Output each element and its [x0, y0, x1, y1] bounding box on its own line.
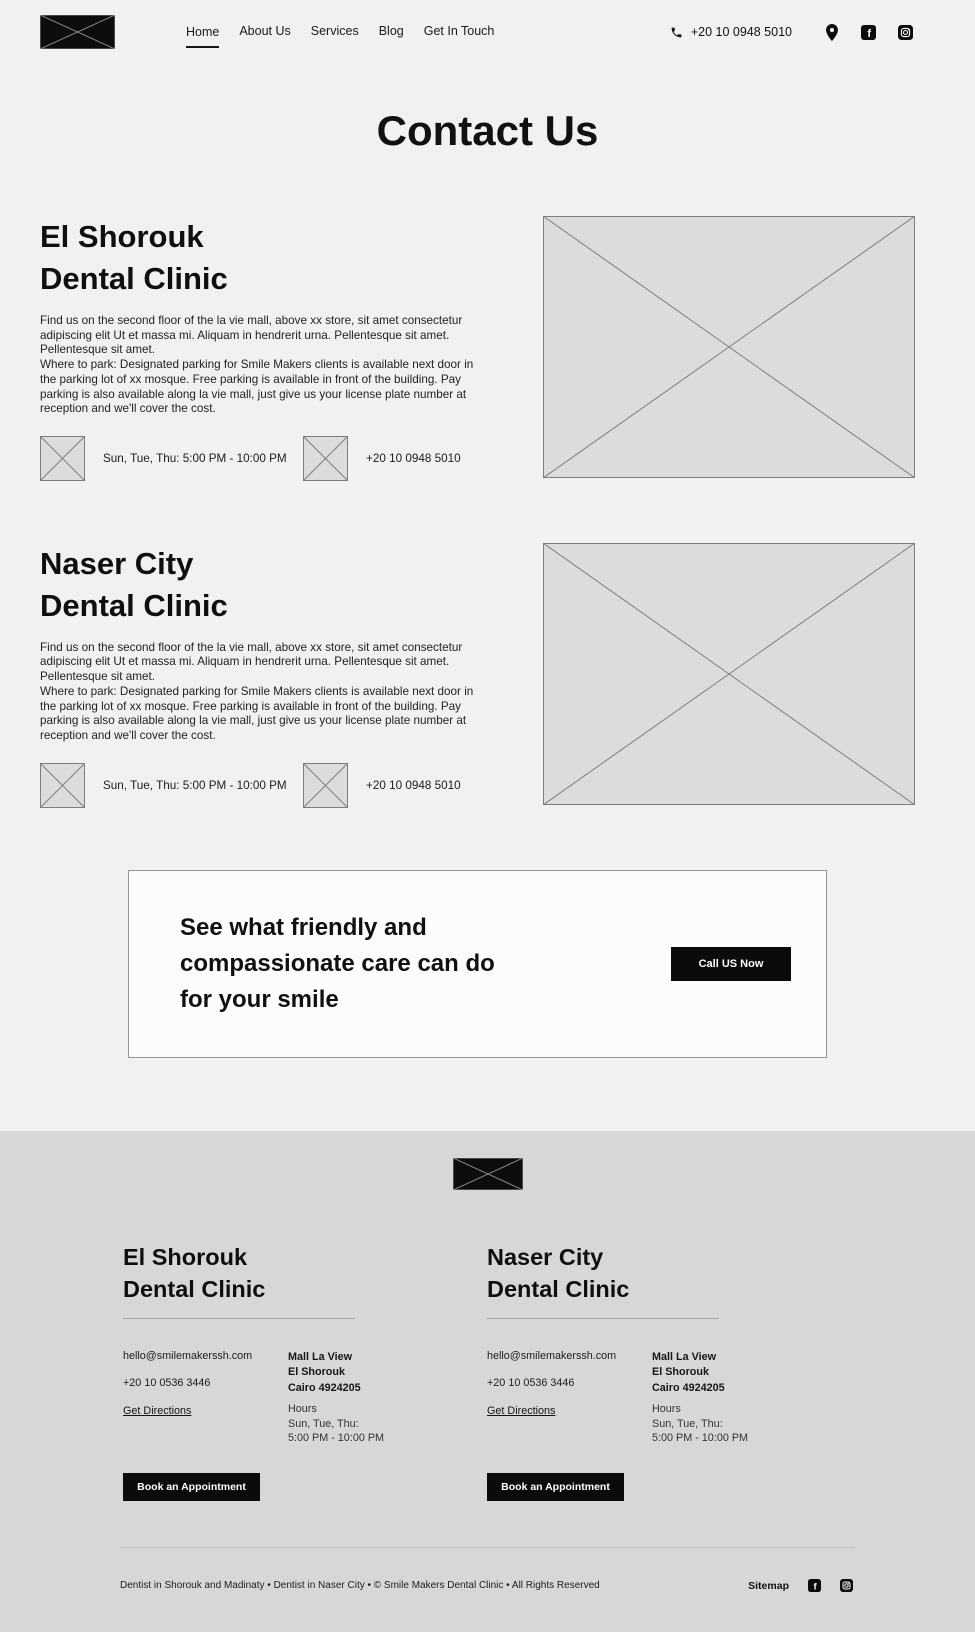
nav-get-in-touch[interactable]: Get In Touch [423, 24, 495, 38]
header-contact-group [670, 24, 913, 41]
get-directions-link[interactable]: Get Directions [487, 1405, 556, 1418]
svg-text:f: f [867, 27, 872, 40]
clinic-info-row [40, 436, 492, 481]
clinic-info-row [40, 763, 492, 808]
footer-column-el-shorouk [123, 1242, 487, 1501]
footer-hours-block [652, 1402, 748, 1447]
hours-label: Hours [652, 1402, 681, 1415]
clinic-heading-line1: Naser City [40, 546, 194, 582]
nav-about-us[interactable]: About Us [239, 24, 291, 38]
location-pin-icon[interactable] [825, 24, 839, 41]
clinic-section-naser-city [0, 543, 975, 808]
clinic-photo-placeholder [543, 543, 915, 805]
clinic-heading-line2: Dental Clinic [40, 587, 228, 623]
nav-blog[interactable]: Blog [378, 24, 404, 38]
footer-clinic-heading [487, 1242, 851, 1305]
cta-heading-line3: for your smile [180, 985, 339, 1013]
hours-line: 5:00 PM - 10:00 PM [288, 1432, 385, 1445]
hours-text: Sun, Tue, Thu: 5:00 PM - 10:00 PM [103, 452, 287, 466]
address-line: Mall La View [652, 1351, 717, 1364]
footer-heading-line1: El Shorouk [123, 1243, 248, 1270]
hours-line: Sun, Tue, Thu: [288, 1417, 359, 1430]
footer-bottom-bar [0, 1579, 975, 1592]
instagram-icon[interactable] [898, 25, 913, 40]
clinic-photo-placeholder [543, 216, 915, 478]
footer-heading-line2: Dental Clinic [487, 1275, 630, 1302]
footer-column-naser-city [487, 1242, 851, 1501]
book-appointment-button[interactable]: Book an Appointment [123, 1473, 260, 1501]
clinic-description-1: Find us on the second floor of the la vie mall, above xx store, sit amet consectetur adipiscing elit Ut et massa mi. Aliquam in hendrerit urna. Pellentesque sit amet. Pellentesque sit amet. [40, 640, 463, 684]
cta-heading-line2: compassionate care can do [180, 949, 495, 977]
hours-info [40, 763, 303, 808]
address-line: Mall La View [288, 1351, 353, 1364]
cta-heading-line1: See what friendly and [180, 913, 427, 941]
clinic-phone-number[interactable]: +20 10 0948 5010 [366, 452, 461, 466]
nav-home[interactable]: Home [186, 25, 219, 48]
hours-line: Sun, Tue, Thu: [652, 1417, 723, 1430]
footer-address-block [652, 1350, 748, 1446]
clinic-heading-line2: Dental Clinic [40, 261, 228, 297]
call-us-now-button[interactable]: Call US Now [671, 947, 791, 981]
main-nav [186, 24, 494, 40]
clinic-heading [40, 216, 492, 300]
footer-contact-block [487, 1350, 652, 1446]
hours-info [40, 436, 303, 481]
footer-email-link[interactable]: hello@smilemakerssh.com [123, 1350, 253, 1363]
phone-info [303, 436, 461, 481]
footer-phone-link[interactable]: +20 10 0536 3446 [487, 1377, 575, 1390]
cta-banner [128, 870, 827, 1058]
facebook-icon[interactable] [808, 1579, 821, 1592]
site-header [0, 0, 975, 64]
book-appointment-button[interactable]: Book an Appointment [487, 1473, 624, 1501]
cta-heading [180, 910, 495, 1018]
phone-icon-placeholder [303, 763, 348, 808]
footer-heading-line2: Dental Clinic [123, 1275, 266, 1302]
site-logo[interactable] [40, 15, 115, 49]
get-directions-link[interactable]: Get Directions [123, 1405, 192, 1418]
clinic-description-2: Where to park: Designated parking for Smile Makers clients is available next door in the parking lot of xx mosque. Free parking is available in front of the building. Pay parking is also available along la vie mall, just give us your license plate number at reception and we'll cover the cost. [40, 358, 474, 416]
footer-contact-block [123, 1350, 288, 1446]
footer-address-block [288, 1350, 384, 1446]
clock-icon-placeholder [40, 763, 85, 808]
phone-icon-placeholder [303, 436, 348, 481]
footer-divider [120, 1547, 855, 1548]
footer-heading-line1: Naser City [487, 1243, 604, 1270]
phone-info [303, 763, 461, 808]
clinic-heading-line1: El Shorouk [40, 219, 204, 255]
site-footer [0, 1131, 975, 1632]
clinic-section-el-shorouk [0, 216, 975, 481]
clinic-phone-number[interactable]: +20 10 0948 5010 [366, 778, 461, 792]
address-line: Cairo 4924205 [288, 1381, 361, 1394]
address-line: El Shorouk [652, 1366, 709, 1379]
footer-clinic-heading [123, 1242, 487, 1305]
footer-logo[interactable] [453, 1158, 523, 1190]
nav-services[interactable]: Services [310, 24, 359, 38]
hours-text: Sun, Tue, Thu: 5:00 PM - 10:00 PM [103, 778, 287, 792]
footer-column-divider [123, 1318, 355, 1319]
copyright-text: Dentist in Shorouk and Madinaty • Dentist in Naser City • © Smile Makers Dental Clinic • All Rights Reserved [120, 1580, 600, 1592]
header-phone-number[interactable]: +20 10 0948 5010 [690, 25, 792, 39]
address-line: El Shorouk [288, 1366, 345, 1379]
clinic-description-2: Where to park: Designated parking for Smile Makers clients is available next door in the parking lot of xx mosque. Free parking is available in front of the building. Pay parking is also available along la vie mall, just give us your license plate number at reception and we'll cover the cost. [40, 684, 474, 743]
clinic-heading [40, 543, 492, 627]
clock-icon-placeholder [40, 436, 85, 481]
footer-email-link[interactable]: hello@smilemakerssh.com [487, 1350, 617, 1363]
page-title: Contact Us [376, 107, 599, 154]
hours-label: Hours [288, 1402, 317, 1415]
phone-icon [670, 26, 683, 39]
svg-text:f: f [813, 1581, 817, 1593]
instagram-icon[interactable] [840, 1579, 853, 1592]
hours-line: 5:00 PM - 10:00 PM [652, 1432, 749, 1445]
footer-column-divider [487, 1318, 719, 1319]
footer-hours-block [288, 1402, 384, 1447]
address-line: Cairo 4924205 [652, 1381, 725, 1394]
clinic-description-1: Find us on the second floor of the la vie mall, above xx store, sit amet consectetur adipiscing elit Ut et massa mi. Aliquam in hendrerit urna. Pellentesque sit amet. Pellentesque sit amet. [40, 313, 463, 357]
header-phone-link[interactable] [670, 25, 792, 39]
facebook-icon[interactable] [861, 25, 876, 40]
footer-phone-link[interactable]: +20 10 0536 3446 [123, 1377, 211, 1390]
sitemap-link[interactable]: Sitemap [748, 1579, 789, 1592]
footer-columns [0, 1242, 975, 1501]
